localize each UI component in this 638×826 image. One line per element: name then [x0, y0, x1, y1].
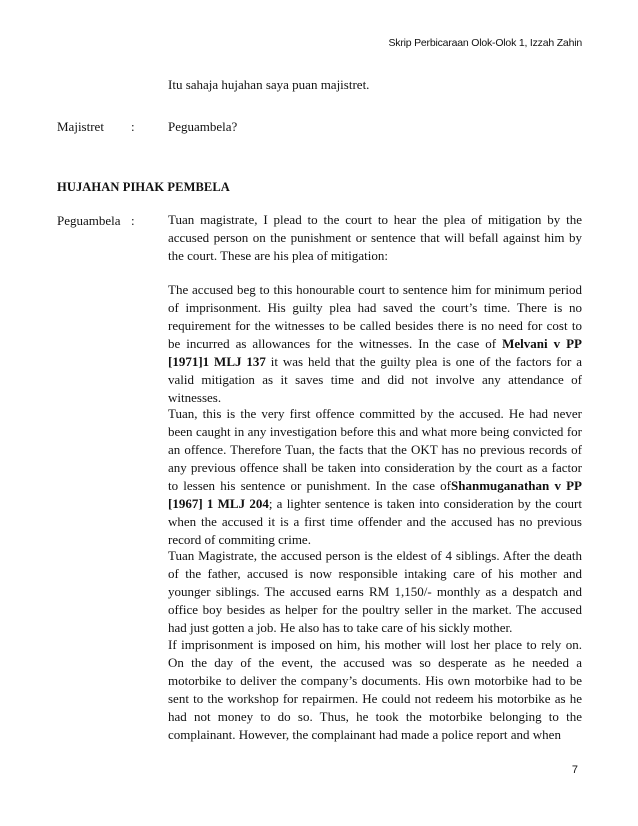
- paragraph-guilty-plea: [168, 281, 582, 407]
- speaker-colon-2: :: [131, 213, 135, 228]
- case-citation-melvani: Melvani v PP [1971]1 MLJ 137: [168, 336, 582, 369]
- speaker-peguambela: Peguambela: [57, 213, 121, 228]
- intro-line: Itu sahaja hujahan saya puan majistret.: [168, 77, 370, 92]
- case-citation-shanmuganathan: Shanmuganathan v PP [1967] 1 MLJ 204: [168, 478, 582, 511]
- paragraph-first-offence: [168, 405, 582, 549]
- speaker-majistret: Majistret: [57, 119, 104, 134]
- paragraph-family: Tuan Magistrate, the accused person is the eldest of 4 siblings. After the death of the father, accused is now responsible intaking care of his mother and younger siblings. The accused earns RM 1,150/- monthly as a despatch and office boy besides as helper for the poultry seller in the market. The accused had just gotten a job. He also has to take care of his sickly mother.: [168, 548, 582, 635]
- paragraph-imprisonment: If imprisonment is imposed on him, his mother will lost her place to rely on. On the day of the event, the accused was so desperate as he needed a motorbike to deliver the company’s documents. His own motorbike had to be sent to the workshop for repairmen. He could not redeem his motorbike as he had not money to do so. Thus, he took the motorbike belonging to the complainant. However, the complainant had made a police report and when: [168, 637, 582, 742]
- paragraph-plea-intro: Tuan magistrate, I plead to the court to hear the plea of mitigation by the accused person on the punishment or sentence that will befall against him by the court. These are his plea of mitigation:: [168, 212, 582, 263]
- paragraph-text: Tuan, this is the very first offence committed by the accused. He had never been caught in any investigation before this and what more being convicted for an offence. Therefore Tuan, the facts that the OKT has no previous records of any previous offence shall be taken into consideration by the court as a factor to lessen his sentence or punishment. In the case of: [168, 406, 582, 493]
- majistret-question: Peguambela?: [168, 119, 238, 134]
- paragraph-text: ; a lighter sentence is taken into consideration by the court when the accused it is a first time offender and the accused has no previous record of commiting crime.: [168, 496, 582, 547]
- speaker-colon: :: [131, 119, 135, 134]
- paragraph-text: it was held that the guilty plea is one of the factors for a valid mitigation as it saves time and did not involve any attendance of witnesses.: [168, 354, 582, 405]
- paragraph-text: The accused beg to this honourable court to sentence him for minimum period of imprisonment. His guilty plea had saved the court’s time. There is no requirement for the witnesses to be called besides there is no need for cost to be incurred as allowances for the witnesses. In the case of: [168, 282, 582, 351]
- running-header: Skrip Perbicaraan Olok-Olok 1, Izzah Zahin: [388, 37, 582, 49]
- section-heading: HUJAHAN PIHAK PEMBELA: [57, 180, 230, 194]
- page-number: 7: [571, 764, 578, 776]
